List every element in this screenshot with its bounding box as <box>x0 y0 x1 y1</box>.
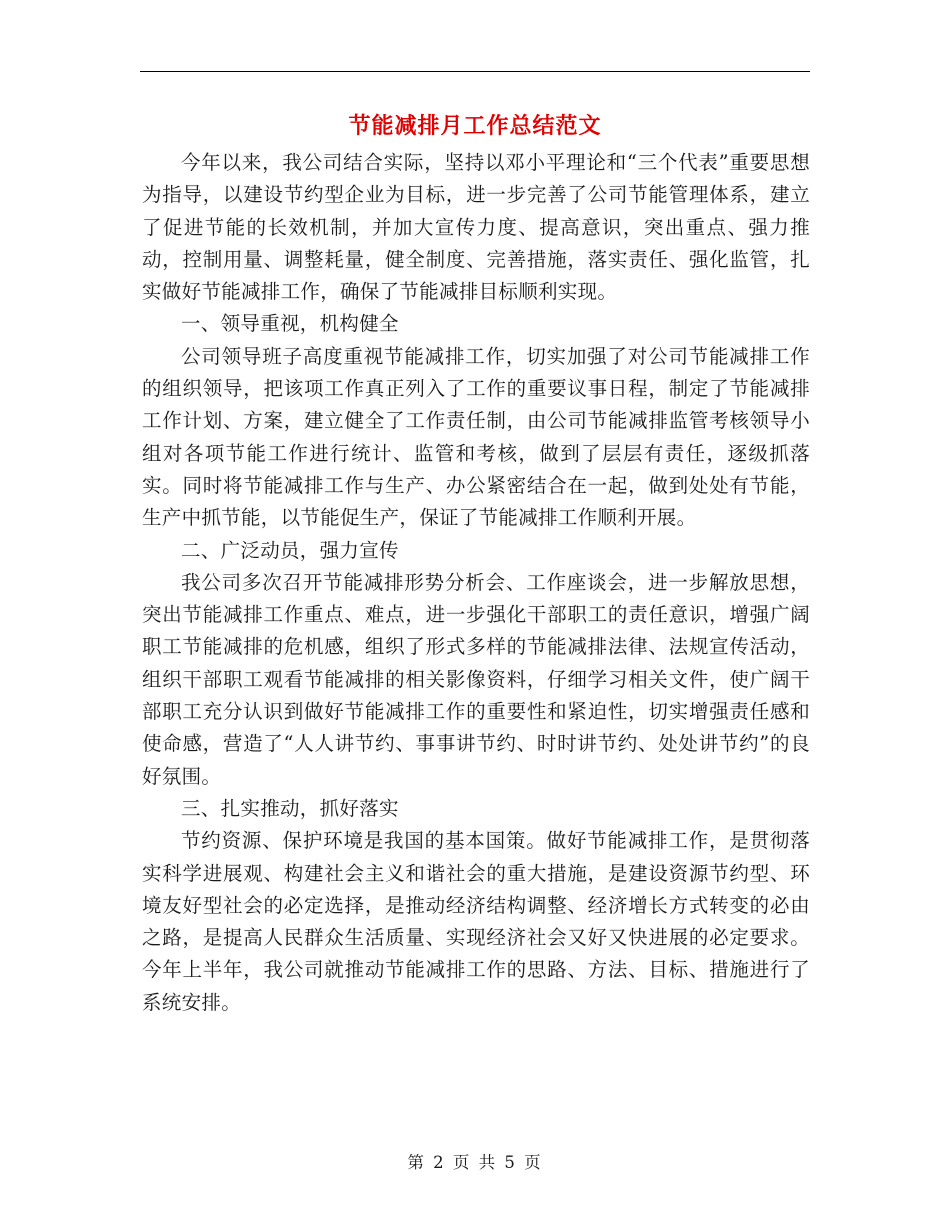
paragraph-section-2: 我公司多次召开节能减排形势分析会、工作座谈会，进一步解放思想，突出节能减排工作重点、难点，进一步强化干部职工的责任意识，增强广阔职工节能减排的危机感，组织了形式多样的节能减排法律、法规宣传活动，组织干部职工观看节能减排的相关影像资料，仔细学习相关文件，使广阔干部职工充分认识到做好节能减排工作的重要性和紧迫性，切实增强责任感和使命感，营造了“人人讲节约、事事讲节约、时时讲节约、处处讲节约”的良好氛围。 <box>142 570 810 788</box>
section-heading-3: 三、扎实推动，抓好落实 <box>181 796 399 820</box>
paragraph-intro: 今年以来，我公司结合实际，坚持以邓小平理论和“三个代表”重要思想为指导，以建设节约型企业为目标，进一步完善了公司节能管理体系，建立了促进节能的长效机制，并加大宣传力度、提高意识，突出重点、强力推动，控制用量、调整耗量，健全制度、完善措施，落实责任、强化监管，扎实做好节能减排工作，确保了节能减排目标顺利实现。 <box>142 151 810 304</box>
document-body <box>142 147 810 1019</box>
section-heading-1: 一、领导重视，机构健全 <box>181 312 399 336</box>
document-title: 节能减排月工作总结范文 <box>348 113 602 139</box>
paragraph-section-1: 公司领导班子高度重视节能减排工作，切实加强了对公司节能减排工作的组织领导，把该项工作真正列入了工作的重要议事日程，制定了节能减排工作计划、方案，建立健全了工作责任制，由公司节能减排监管考核领导小组对各项节能工作进行统计、监管和考核，做到了层层有责任，逐级抓落实。同时将节能减排工作与生产、办公紧密结合在一起，做到处处有节能，生产中抓节能，以节能促生产，保证了节能减排工作顺利开展。 <box>142 344 810 530</box>
paragraph-section-3: 节约资源、保护环境是我国的基本国策。做好节能减排工作，是贯彻落实科学进展观、构建社会主义和谐社会的重大措施，是建设资源节约型、环境友好型社会的必定选择，是推动经济结构调整、经济增长方式转变的必由之路，是提高人民群众生活质量、实现经济社会又好又快进展的必定要求。今年上半年，我公司就推动节能减排工作的思路、方法、目标、措施进行了系统安排。 <box>142 829 810 1014</box>
section-heading-2: 二、广泛动员，强力宣传 <box>181 538 399 562</box>
header-rule <box>140 71 810 72</box>
page-number: 第 2 页 共 5 页 <box>407 1153 543 1172</box>
